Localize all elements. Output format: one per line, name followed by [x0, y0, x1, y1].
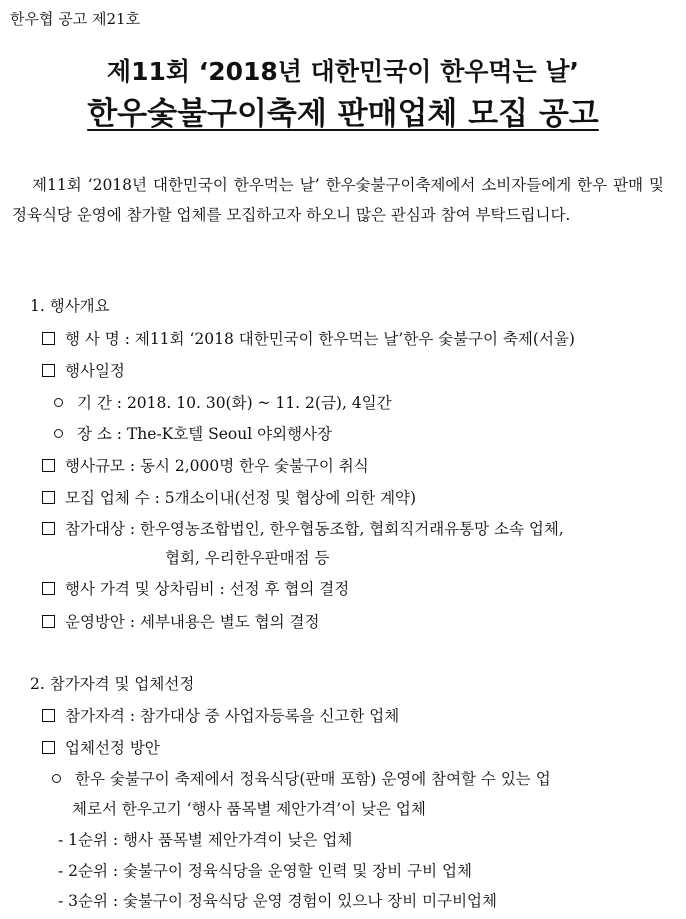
rank-2: - 2순위 : 숯불구이 정육식당을 운영할 인력 및 장비 구비 업체 [58, 862, 472, 880]
scale-text: 행사규모 : 동시 2,000명 한우 숯불구이 취식 [65, 457, 369, 475]
checkbox-bullet-icon [42, 741, 55, 754]
scale-item [42, 454, 369, 476]
period-text: 기 간 : 2018. 10. 30(화) ~ 11. 2(금), 4일간 [77, 394, 392, 412]
price-text: 행사 가격 및 상차림비 : 선정 후 협의 결정 [65, 580, 350, 598]
criteria-item [52, 767, 551, 789]
eligible-text-2: 협회, 우리한우판매점 등 [165, 549, 330, 567]
selection-label: 업체선정 방안 [65, 739, 160, 757]
place-item [54, 422, 332, 444]
schedule-item [42, 359, 125, 381]
place-text: 장 소 : The-K호텔 Seoul 야외행사장 [77, 425, 332, 443]
price-item [42, 577, 349, 599]
intro-paragraph: 제11회 ‘2018년 대한민국이 한우먹는 날’ 한우숯불구이축제에서 소비자들에게 한우 판매 및 정육식당 운영에 참가할 업체를 모집하고자 하오니 많은 관심과 참여 부탁드립니다. [12, 176, 664, 224]
title-line-1: 제11회 ‘2018년 대한민국이 한우먹는 날’ [106, 57, 580, 86]
title-line-2-text: 한우숯불구이축제 판매업체 모집 공고 [87, 96, 599, 132]
checkbox-bullet-icon [42, 332, 55, 345]
event-name-text: 행 사 명 : 제11회 ‘2018 대한민국이 한우먹는 날’한우 숯불구이 축제(서울) [65, 330, 575, 348]
operation-text: 운영방안 : 세부내용은 별도 협의 결정 [65, 613, 320, 631]
checkbox-bullet-icon [42, 491, 55, 504]
section1-heading: 1. 행사개요 [30, 297, 110, 315]
section2-heading: 2. 참가자격 및 업체선정 [30, 675, 195, 693]
document-number: 한우협 공고 제21호 [10, 10, 141, 28]
recruit-count-item [42, 486, 416, 508]
event-name-item [42, 327, 575, 349]
eligible-item [42, 517, 564, 539]
checkbox-bullet-icon [42, 615, 55, 628]
period-item [54, 391, 392, 413]
recruit-count-text: 모집 업체 수 : 5개소이내(선정 및 협상에 의한 계약) [65, 489, 417, 507]
selection-item [42, 736, 160, 758]
checkbox-bullet-icon [42, 459, 55, 472]
qualification-item [42, 704, 399, 726]
circle-bullet-icon [54, 398, 63, 407]
title-line-2 [0, 88, 686, 133]
checkbox-bullet-icon [42, 522, 55, 535]
checkbox-bullet-icon [42, 364, 55, 377]
circle-bullet-icon [52, 774, 61, 783]
qualification-text: 참가자격 : 참가대상 중 사업자등록을 신고한 업체 [65, 707, 400, 725]
operation-item [42, 610, 319, 632]
schedule-label: 행사일정 [65, 362, 125, 380]
eligible-text-1: 참가대상 : 한우영농조합법인, 한우협동조합, 협회직거래유통망 소속 업체, [65, 520, 564, 538]
criteria-text-1: 한우 숯불구이 축제에서 정육식당(판매 포함) 운영에 참여할 수 있는 업 [75, 770, 551, 788]
rank-1: - 1순위 : 행사 품목별 제안가격이 낮은 업체 [58, 831, 353, 849]
rank-3: - 3순위 : 숯불구이 정육식당 운영 경험이 있으나 장비 미구비업체 [58, 892, 497, 910]
criteria-text-2: 체로서 한우고기 ‘행사 품목별 제안가격’이 낮은 업체 [72, 800, 426, 818]
checkbox-bullet-icon [42, 582, 55, 595]
checkbox-bullet-icon [42, 709, 55, 722]
circle-bullet-icon [54, 429, 63, 438]
